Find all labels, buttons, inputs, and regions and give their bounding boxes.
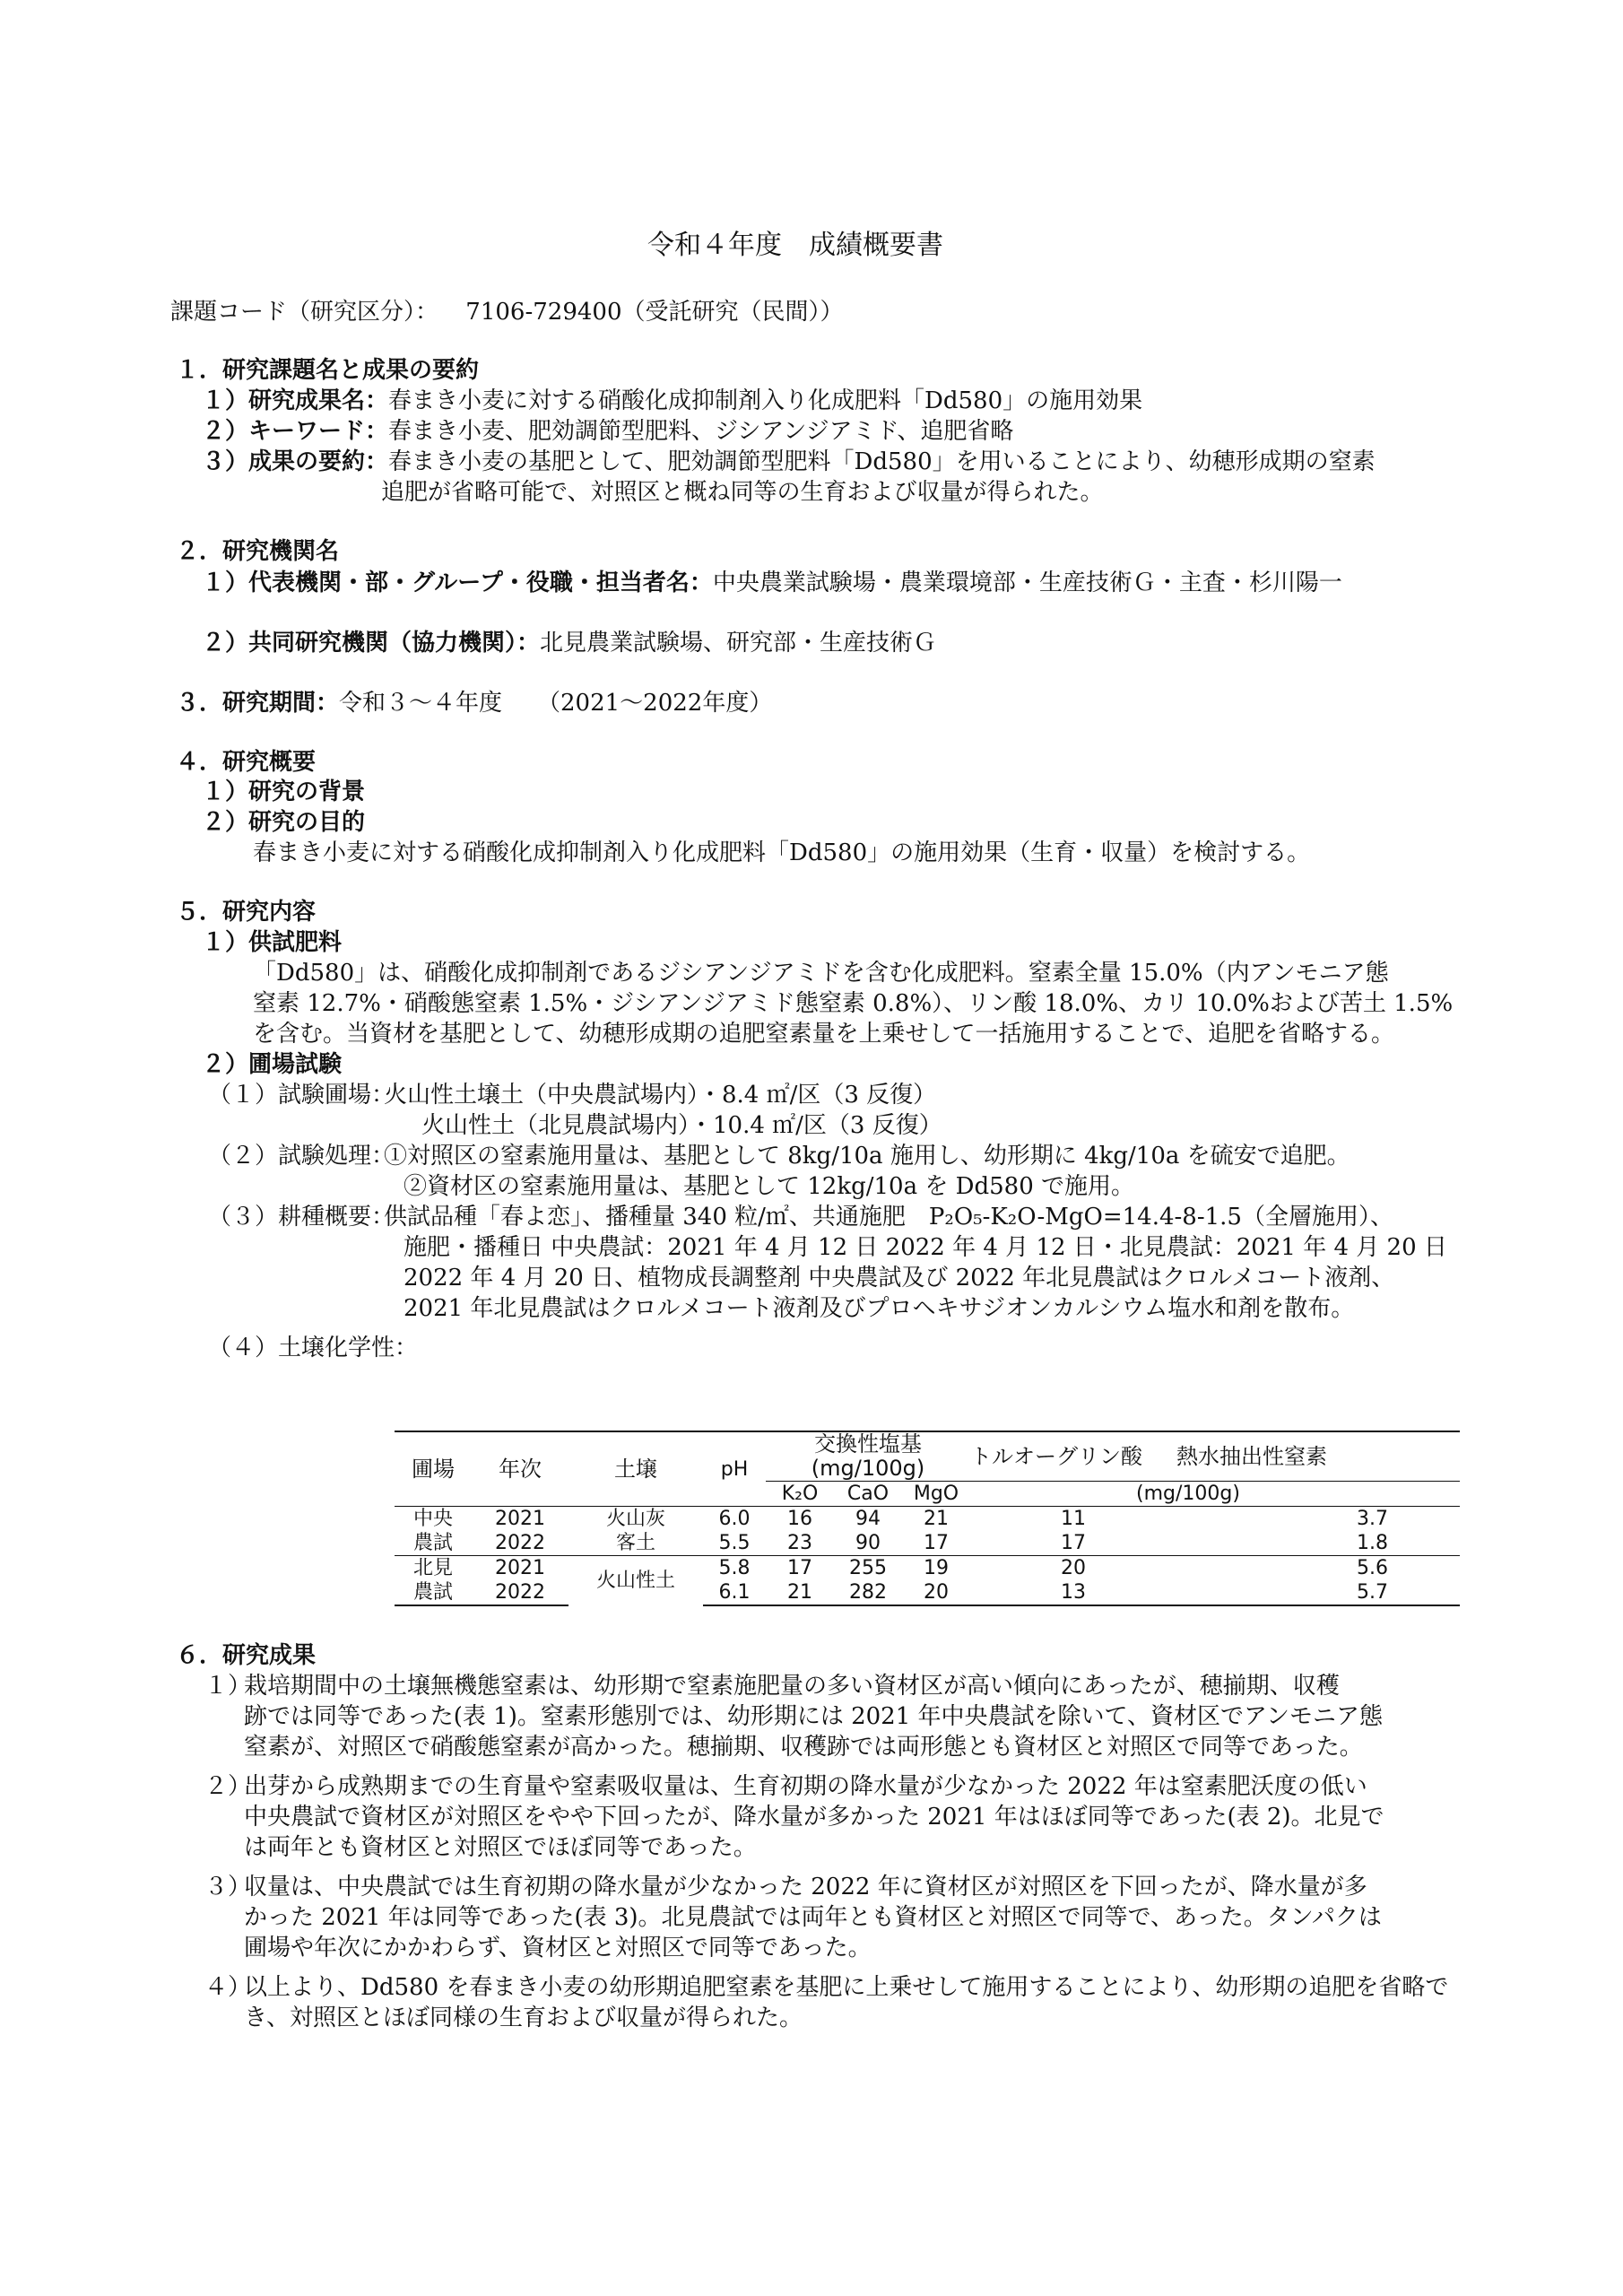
s1-item-2-label: ２）キーワード： <box>202 418 389 445</box>
s5-f2-line1: ①対照区の窒素施用量は、基肥として 8kg/10a 施用し、幼形期に 4kg/10a を硫安で追肥。 <box>384 1143 1350 1170</box>
s6-item-2-line1: 出芽から成熟期までの生育量や窒素吸収量は、生育初期の降水量が少なかった 2022 年は窒素肥沃度の低い <box>244 1773 1367 1800</box>
cell-hot-water-n: 1.8 <box>1357 1532 1388 1554</box>
s5-f3-line4: 2021 年北見農試はクロルメコート液剤及びプロヘキサジオンカルシウム塩水和剤を散布。 <box>404 1295 1355 1322</box>
s1-item-1 <box>202 386 1142 416</box>
cell-field: 北見 <box>395 1556 472 1581</box>
s2-rep <box>202 568 1342 598</box>
s1-item-2 <box>202 416 1013 447</box>
cell-mgo: 21 <box>902 1507 970 1532</box>
col-header-cao: CaO <box>846 1483 890 1505</box>
cell-year: 2022 <box>495 1532 545 1554</box>
cell-k2o: 16 <box>766 1507 834 1532</box>
s5-f3-line2: 施肥・播種日 中央農試：2021 年 4 月 12 日 2022 年 4 月 12 日・北見農試：2021 年 4 月 20 日 <box>404 1234 1447 1261</box>
s1-item-2-text: 春まき小麦、肥効調節型肥料、ジシアンジアミド、追肥省略 <box>388 418 1014 445</box>
s5-f1-line1: 火山性土壌土（中央農試場内）・8.4 ㎡/区（3 反復） <box>384 1082 937 1109</box>
section-3 <box>176 688 772 718</box>
document-title: 令和４年度 成績概要書 <box>647 230 943 261</box>
s6-item-4-line2: き、対照区とほぼ同様の生育および収量が得られた。 <box>244 2005 803 2031</box>
section-5-heading: ５．研究内容 <box>176 899 317 926</box>
cell-truog: 17 <box>1061 1532 1086 1554</box>
cell-soil: 火山灰 <box>568 1507 703 1532</box>
s5-p1-line3: を含む。当資材を基肥として、幼穂形成期の追肥窒素量を上乗せして一括施用することで、追肥を省略する。 <box>253 1021 1394 1048</box>
col-header-field: 圃場 <box>395 1431 472 1507</box>
s2-co-label: ２）共同研究機関（協力機関）： <box>202 630 541 657</box>
s6-item-3-line1: 収量は、中央農試では生育初期の降水量が少なかった 2022 年に資材区が対照区を下回ったが、降水量が多 <box>244 1874 1367 1900</box>
cell-k2o: 17 <box>766 1556 834 1581</box>
cell-hot-water-n: 3.7 <box>1176 1507 1460 1532</box>
col-header-ph: pH <box>703 1431 766 1507</box>
s6-item-2-line3: は両年とも資材区と対照区でほぼ同等であった。 <box>244 1834 757 1861</box>
section-3-text: 令和３～４年度 （2021～2022年度） <box>339 690 773 717</box>
cell-soil: 火山性土 <box>568 1556 703 1606</box>
cell-ph: 5.8 <box>703 1556 766 1581</box>
soil-chemistry-table <box>395 1431 1460 1606</box>
s1-item-3-text: 春まき小麦の基肥として、肥効調節型肥料「Dd580」を用いることにより、幼穂形成期の窒素 <box>388 448 1376 475</box>
cell-hot-water-n: 5.6 <box>1176 1556 1460 1581</box>
section-1-heading: １．研究課題名と成果の要約 <box>176 357 480 384</box>
cell-cao: 282 <box>834 1580 902 1605</box>
cell-cao: 90 <box>855 1532 881 1554</box>
col-header-hot-water-n: 熱水抽出性窒素 <box>1176 1431 1460 1482</box>
cell-k2o: 21 <box>766 1580 834 1605</box>
s6-item-1-num: １） <box>204 1673 252 1700</box>
s6-item-1-line2: 跡では同等であった(表 1)。窒素形態別では、幼形期には 2021 年中央農試を除いて、資材区でアンモニア態 <box>244 1703 1383 1730</box>
col-header-exchangeable: 交換性塩基(mg/100g) <box>766 1431 970 1482</box>
project-code-value: 7106-729400（受託研究（民間）） <box>465 299 844 326</box>
s6-item-2-num: ２） <box>204 1773 252 1800</box>
s6-item-2-line2: 中央農試で資材区が対照区をやや下回ったが、降水量が多かった 2021 年はほぼ同等であった(表 2)。北見で <box>244 1804 1384 1831</box>
cell-truog: 13 <box>970 1580 1176 1605</box>
s2-rep-label: １）代表機関・部・グループ・役職・担当者名： <box>202 570 713 596</box>
s5-f4-label: （４）土壌化学性： <box>208 1335 419 1361</box>
section-6-heading: ６．研究成果 <box>176 1642 317 1669</box>
cell-field: 農試 <box>395 1580 472 1605</box>
s1-item-1-label: １）研究成果名： <box>202 387 389 414</box>
s6-item-4-num: ４） <box>204 1974 252 2001</box>
s6-item-3-num: ３） <box>204 1874 252 1900</box>
col-header-year: 年次 <box>472 1431 568 1507</box>
cell-hot-water-n: 5.7 <box>1176 1580 1460 1605</box>
s6-item-3-line3: 圃場や年次にかかわらず、資材区と対照区で同等であった。 <box>244 1935 872 1961</box>
s1-item-3 <box>202 447 1376 477</box>
s5-f1-label: （１）試験圃場： <box>208 1082 395 1109</box>
cell-soil: 客土 <box>615 1532 655 1554</box>
section-4-heading: ４．研究概要 <box>176 749 317 776</box>
col-header-soil: 土壌 <box>568 1431 703 1507</box>
s4-purpose: ２）研究の目的 <box>202 809 366 836</box>
s5-f3-line3: 2022 年 4 月 20 日、植物成長調整剤 中央農試及び 2022 年北見農試はクロルメコート液剤、 <box>404 1265 1395 1292</box>
cell-cao: 255 <box>834 1556 902 1581</box>
col-header-k2o: K₂O <box>781 1483 819 1505</box>
s1-item-1-text: 春まき小麦に対する硝酸化成抑制剤入り化成肥料「Dd580」の施用効果 <box>388 387 1143 414</box>
s4-background: １）研究の背景 <box>202 778 366 805</box>
section-2-heading: ２．研究機関名 <box>176 538 340 565</box>
s5-p1-line1: 「Dd580」は、硝酸化成抑制剤であるジシアンジアミドを含む化成肥料。窒素全量 15.0%（内アンモニア態 <box>253 960 1389 987</box>
s5-f3-line1: 供試品種「春よ恋」、播種量 340 粒/㎡、共通施肥 P₂O₅-K₂O-MgO=14.4-8-1.5（全層施用）、 <box>384 1204 1393 1231</box>
s5-f2-line2: ②資材区の窒素施用量は、基肥として 12kg/10a を Dd580 で施用。 <box>404 1173 1135 1200</box>
cell-ph: 5.5 <box>718 1532 751 1554</box>
col-header-mgo: MgO <box>913 1483 959 1505</box>
cell-field: 中央 <box>395 1507 472 1532</box>
s1-item-3-cont: 追肥が省略可能で、対照区と概ね同等の生育および収量が得られた。 <box>381 479 1104 506</box>
section-3-label: ３．研究期間： <box>176 690 340 717</box>
cell-year: 2021 <box>472 1507 568 1532</box>
cell-ph: 6.0 <box>703 1507 766 1532</box>
cell-mgo: 19 <box>902 1556 970 1581</box>
cell-truog: 11 <box>970 1507 1176 1532</box>
s1-item-3-label: ３）成果の要約： <box>202 448 389 475</box>
cell-ph: 6.1 <box>703 1580 766 1605</box>
col-header-truog: トルオーグリン酸 <box>970 1431 1176 1482</box>
cell-year: 2022 <box>472 1580 568 1605</box>
table-row <box>395 1531 1460 1556</box>
cell-cao: 94 <box>834 1507 902 1532</box>
s5-sub1: １）供試肥料 <box>202 929 343 956</box>
s5-f1-line2: 火山性土（北見農試場内）・10.4 ㎡/区（3 反復） <box>421 1112 942 1139</box>
s2-co <box>202 628 936 658</box>
table-row <box>395 1507 1460 1532</box>
s6-item-4-line1: 以上より、Dd580 を春まき小麦の幼形期追肥窒素を基肥に上乗せして施用することにより、幼形期の追肥を省略で <box>244 1974 1449 2001</box>
cell-field: 農試 <box>412 1532 453 1554</box>
project-code-label: 課題コード（研究区分）： <box>170 299 439 326</box>
cell-k2o: 23 <box>787 1532 812 1554</box>
s5-f3-label: （３）耕種概要： <box>208 1204 395 1231</box>
s6-item-1-line3: 窒素が、対照区で硝酸態窒素が高かった。穂揃期、収穫跡では両形態とも資材区と対照区で同等であった。 <box>244 1734 1363 1761</box>
s2-rep-text: 中央農業試験場・農業環境部・生産技術Ｇ・主査・杉川陽一 <box>712 570 1342 596</box>
s4-purpose-text: 春まき小麦に対する硝酸化成抑制剤入り化成肥料「Dd580」の施用効果（生育・収量）を検討する。 <box>253 839 1311 866</box>
table-row <box>395 1556 1460 1581</box>
cell-year: 2021 <box>472 1556 568 1581</box>
table-row <box>395 1580 1460 1605</box>
s5-sub2: ２）圃場試験 <box>202 1051 343 1078</box>
cell-truog: 20 <box>970 1556 1176 1581</box>
s5-p1-line2: 窒素 12.7%・硝酸態窒素 1.5%・ジシアンジアミド態窒素 0.8%）、リン酸 18.0%、カリ 10.0%および苦土 1.5% <box>253 990 1454 1017</box>
cell-mgo: 17 <box>924 1532 949 1554</box>
s2-co-text: 北見農業試験場、研究部・生産技術Ｇ <box>540 630 937 657</box>
project-code <box>170 297 844 327</box>
s5-f2-label: （２）試験処理： <box>208 1143 395 1170</box>
cell-mgo: 20 <box>902 1580 970 1605</box>
col-header-unit: (mg/100g) <box>1136 1483 1240 1505</box>
s6-item-3-line2: かった 2021 年は同等であった(表 3)。北見農試では両年とも資材区と対照区で同等で、あった。タンパクは <box>244 1904 1382 1931</box>
s6-item-1-line1: 栽培期間中の土壌無機態窒素は、幼形期で窒素施肥量の多い資材区が高い傾向にあったが、穂揃期、収穫 <box>244 1673 1340 1700</box>
